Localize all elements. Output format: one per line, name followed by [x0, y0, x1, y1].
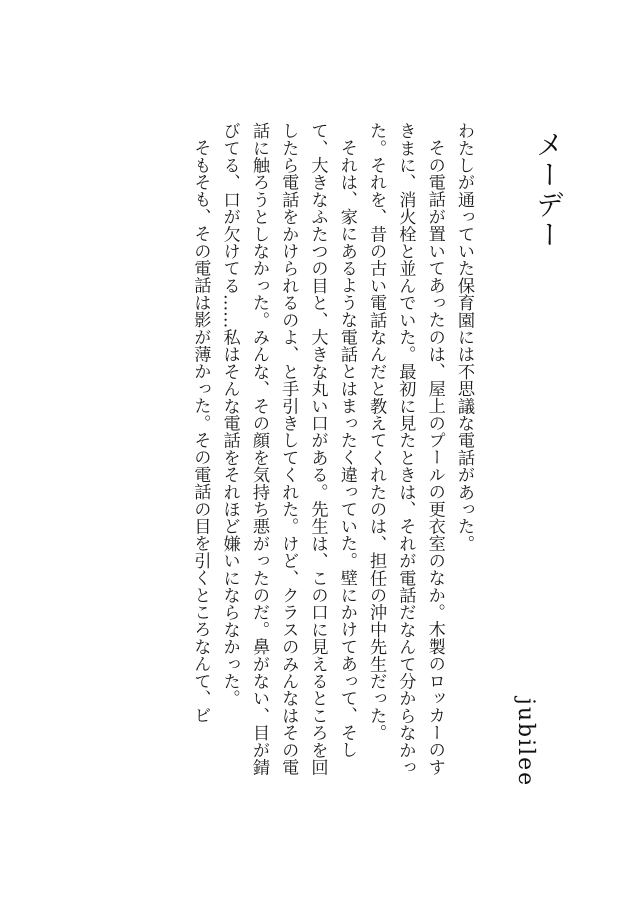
paragraph-1: わたしが通っていた保育園には不思議な電話があった。: [454, 122, 474, 552]
paragraph-3: それは、家にあるような電話とはまったく違っていた。壁にかけてあって、そして、大きなふたつの目と、大きな丸い口がある。先生は、この口に見えるところを回したら電話をかけられるのよ、と手引きしてくれた。けど、クラスのみんなはその電話に触ろうとしなかった。みんな、その顔を気持ち悪がったのだ。鼻がない、目が錆びてる、口が欠けてる……私はそんな電話をそれほど嫌いにならなかった。: [219, 122, 357, 776]
story-body: [118, 122, 478, 782]
story-title: メーデー: [532, 130, 565, 250]
author-name: jubilee: [513, 698, 538, 788]
paragraph-4: そもそも、その電話は影が薄かった。その電話の目を引くところなんて、ビ: [190, 139, 211, 724]
paragraph-2: その電話が置いてあったのは、屋上のプールの更衣室のなか。木製のロッカーのすきまに、消火栓と並んでいた。最初に見たときは、それが電話だなんて分からなかった。それを、昔の古い電話なんだと教えてくれたのは、担任の沖中先生だった。: [366, 122, 445, 776]
